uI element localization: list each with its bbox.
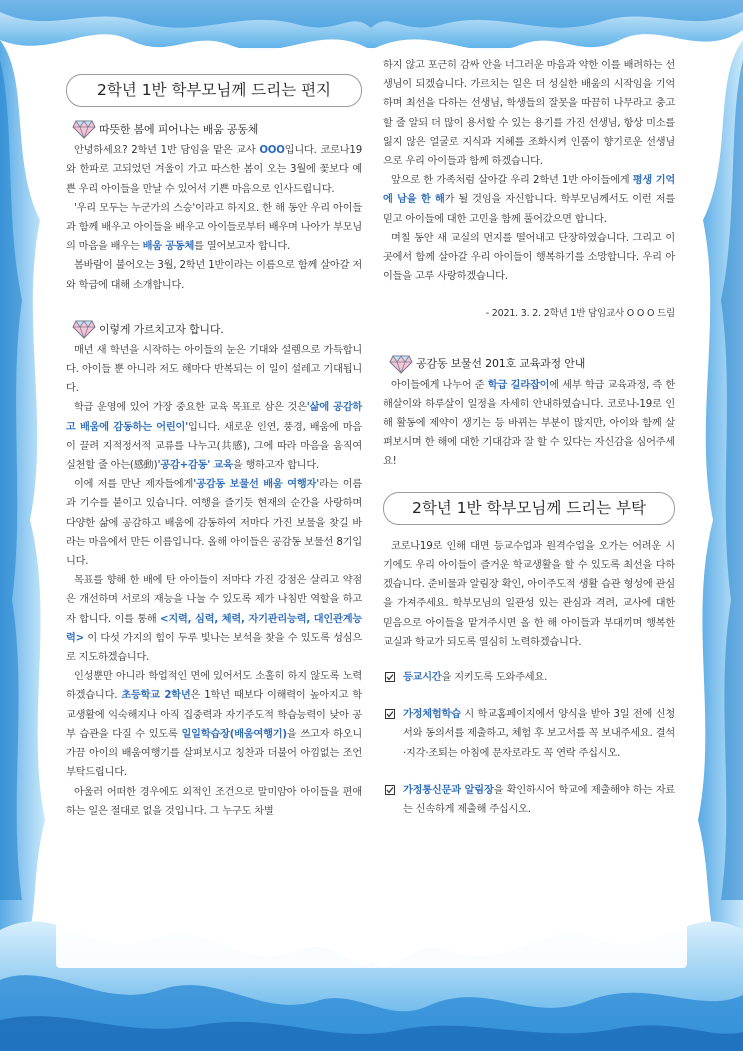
paragraph: 아이들에게 나누어 준 학급 길라잡이에 세부 학급 교육과정, 즉 한해살이와 하루살이 일정을 자세히 안내하였습니다. 코로나-19로 인해 활동에 제약이 생기는 등 바뀌는 부분이 많지만, 아이와 함께 살펴보시며 한 해에 대한 기대감과 잘 할 수 있다는 자신감을 심어주세요! (383, 379, 676, 468)
checkbox-icon (383, 672, 397, 682)
diamond-icon (389, 354, 413, 374)
signature: - 2021. 3. 2. 2학년 1반 담임교사 O O O 드림 (485, 308, 675, 320)
request-item: 등교시간을 지키도록 도와주세요. (383, 668, 675, 687)
paragraph: 봄바람이 불어오는 3월, 2학년 1반이라는 이름으로 함께 살아갈 저와 학급에 대해 소개합니다. (66, 260, 362, 291)
request-item: 가정체험학습 시 학교홈페이지에서 양식을 받아 3일 전에 신청서와 동의서를 제출하고, 체험 후 보고서를 꼭 보내주세요. 결석·지각·조퇴는 아침에 문자로라도 꼭 연락 주십시오. (383, 705, 675, 763)
section-heading-text: 공감동 보물선 201호 교육과정 안내 (416, 357, 586, 371)
section-heading-text: 이렇게 가르치고자 합니다. (99, 322, 224, 336)
paragraph: 학급 운영에 있어 가장 중요한 교육 목표로 삼은 것은'삶에 공감하고 배움에 감동하는 어린이'입니다. 새로운 인연, 풍경, 배움에 마음이 끌려 지적정서적 교류를 나누고(共感), 그에 따라 마음을 움직여 실천할 줄 아는(感動)'공감+감동' 교육을 행하고자 합니다. (66, 402, 363, 472)
paragraph: 코로나19로 인해 대면 등교수업과 원격수업을 오가는 어려운 시기에도 우리 아이들이 즐거운 학교생활을 할 수 있도록 최선을 다하겠습니다. 준비물과 알림장 확인, 아이주도적 생활 습관 형성에 관심을 가져주세요. 학부모님의 일관성 있는 관심과 격려, 교사에 대한 믿음으로 아이들을 맡겨주시면 올 한 해 아이들과 부대끼며 행복한 교실과 학교가 되도록 열심히 노력하겠습니다. (383, 540, 675, 648)
paragraph: 안녕하세요? 2학년 1반 담임을 맡은 교사 OOO입니다. 코로나19와 한파로 고되었던 겨울이 가고 따스한 봄이 오는 3월에 꽃보다 예쁜 우리 아이들을 만날 수 있어서 기쁜 마음으로 인사드립니다. (66, 145, 362, 195)
left-column (66, 56, 362, 821)
paragraph: 며칠 동안 새 교실의 먼지를 떨어내고 단장하였습니다. 그리고 이곳에서 함께 살아갈 우리 아이들이 행복하기를 소망합니다. 우리 아이들을 고루 사랑하겠습니다. (383, 232, 675, 283)
paragraph: 이에 저를 만난 제자들에게'공감동 보물선 배움 여행자'라는 이름과 기수를 붙이고 있습니다. 여행을 즐기듯 현재의 순간을 사랑하며 다양한 삶에 공감하고 배움에 감동하여 저마다 가진 보물을 찾길 바라는 마음에서 만든 이름입니다. 올해 아이들은 공감동 보물선 8기입니다. (66, 479, 363, 568)
letter-title: 2학년 1반 학부모님께 드리는 편지 (66, 74, 362, 107)
paragraph: 앞으로 한 가족처럼 살아갈 우리 2학년 1반 아이들에게 평생 기억에 남을 한 해가 될 것임을 자신합니다. 학부모님께서도 이런 저를 믿고 아이들에 대한 고민을 함께 풀어갔으면 합니다. (383, 175, 676, 225)
request-item: 가정통신문과 알림장을 확인하시어 학교에 제출해야 하는 자료는 신속하게 제출해 주십시오. (383, 781, 675, 819)
section-heading-text: 따뜻한 봄에 피어나는 배움 공동체 (99, 123, 259, 136)
paragraph: 매년 새 학년을 시작하는 아이들의 눈은 기대와 설렘으로 가득합니다. 아이들 뿐 아니라 저도 해마다 반복되는 이 일이 설레고 기대됩니다. (66, 344, 362, 395)
paragraph: 인성뿐만 아니라 학업적인 면에 있어서도 소홀히 하지 않도록 노력하겠습니다. 초등학교 2학년은 1학년 때보다 이해력이 높아지고 학교생활에 익숙해지나 아직 집중력과 자기주도적 학습능력이 낮아 공부 습관을 다질 수 있도록 일일학습장(배움여행기)을 쓰고자 하오니 가끔 아이의 배움여행기를 살펴보시고 칭찬과 더불어 아낌없는 조언 부탁드립니다. (66, 671, 362, 779)
right-column (383, 56, 675, 819)
paragraph: 목표를 향해 한 배에 탄 아이들이 저마다 가진 강점은 살리고 약점은 개선하며 서로의 재능을 나눌 수 있도록 제가 나침반 역할을 하고자 합니다. 이를 통해 <지력, 심력, 체력, 자기관리능력, 대인관계능력> 이 다섯 가지의 힘이 두루 빛나는 보석을 찾을 수 있도록 성심으로 지도하겠습니다. (66, 575, 362, 664)
checkbox-icon (383, 785, 397, 795)
diamond-icon (72, 119, 96, 139)
diamond-icon (72, 319, 96, 339)
paragraph: 아울러 어떠한 경우에도 외적인 조건으로 말미암아 아이들을 편애하는 일은 절대로 없을 것입니다. 그 누구도 차별 (66, 786, 362, 817)
paragraph: '우리 모두는 누군가의 스승'이라고 하지요. 한 해 동안 우리 아이들과 함께 배우고 아이들을 배우고 아이들로부터 배우며 나아가 부모님의 마음을 배우는 배움 공동체를 열어보고자 합니다. (66, 202, 362, 253)
section-heading-curriculum (389, 354, 675, 374)
section-heading-spring (72, 119, 362, 139)
checkbox-icon (383, 709, 397, 719)
request-title: 2학년 1반 학부모님께 드리는 부탁 (383, 492, 675, 525)
paragraph: 하지 않고 포근히 감싸 안을 너그러운 마음과 약한 이를 배려하는 선생님이 되겠습니다. 가르치는 일은 더 성실한 배움의 시작임을 기억하며 최선을 다하는 선생님, 학생들의 잘못을 따끔히 나무라고 충고할 줄 알되 더 많이 용서할 수 있는 용기를 가진 선생님, 항상 미소를 잃지 않은 얼굴로 지식과 지혜를 조화시켜 인품이 향기로운 선생님으로 우리 아이들과 함께 하겠습니다. (383, 60, 675, 168)
section-heading-teaching (72, 319, 362, 339)
